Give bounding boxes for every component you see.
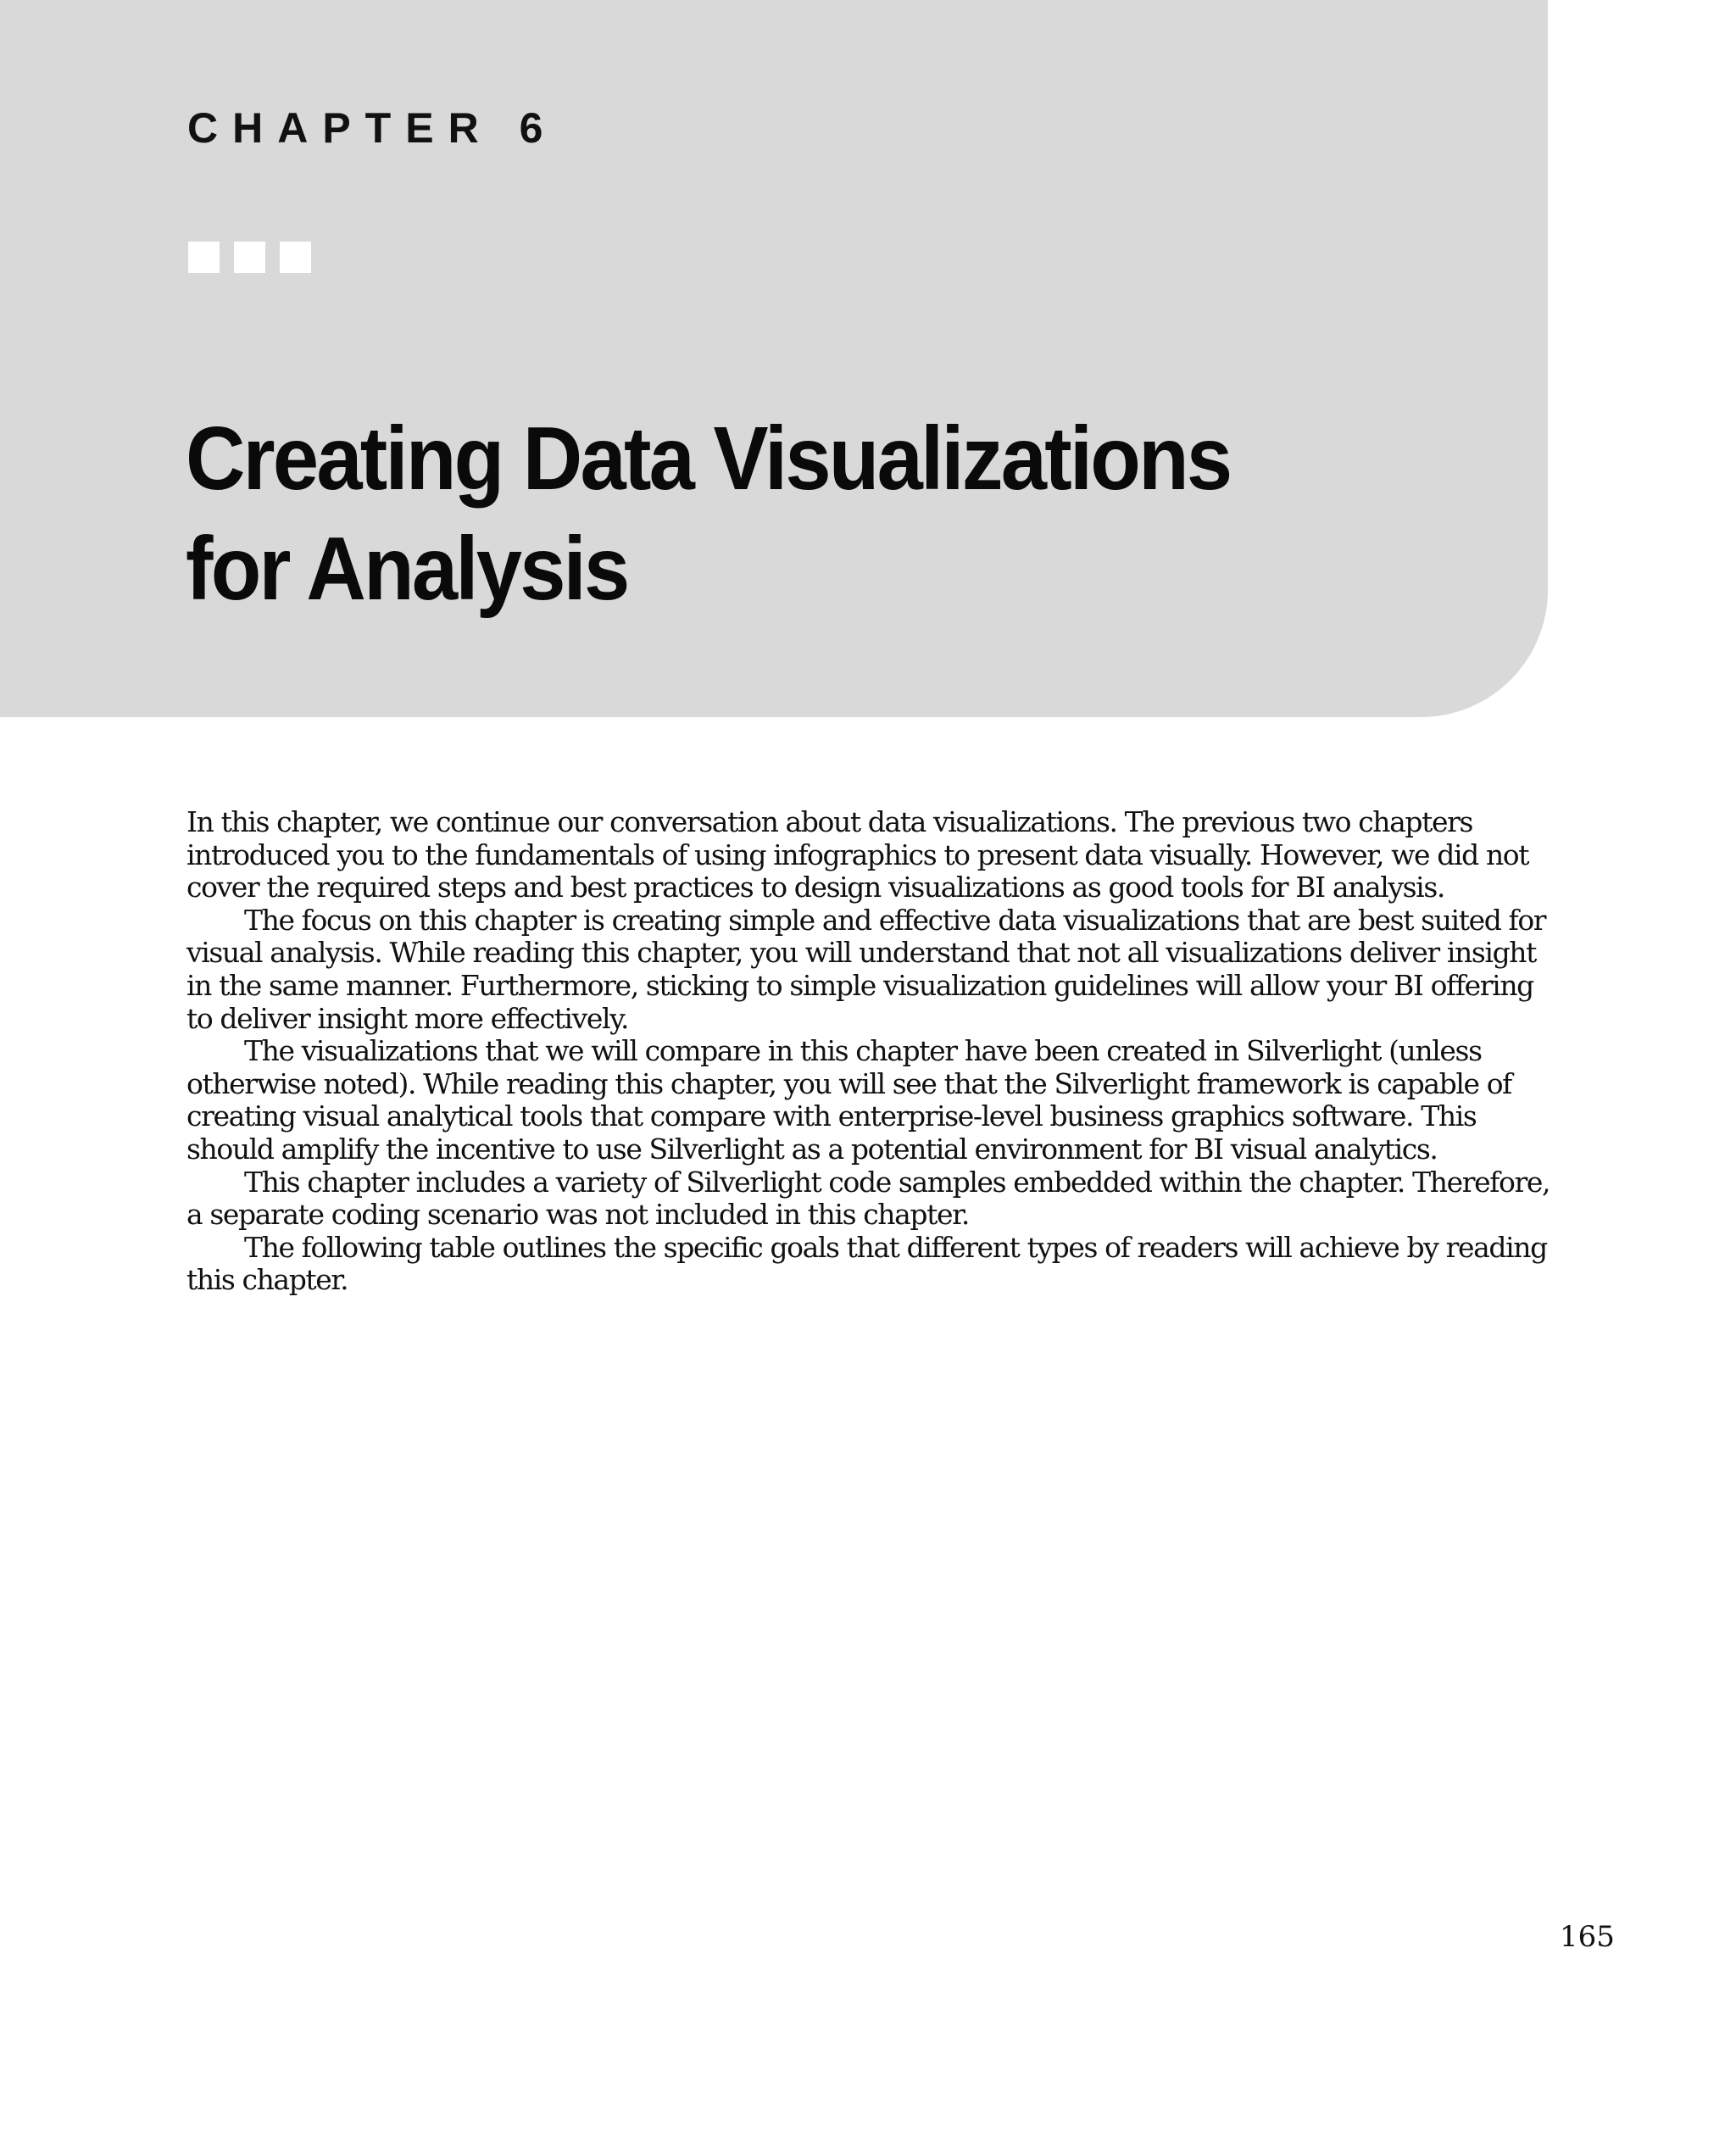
text-line: The following table outlines the specific goals that different types of readers will achieve by reading bbox=[244, 1230, 1547, 1264]
text-line: In this chapter, we continue our conversation about data visualizations. The previous two chapters bbox=[186, 805, 1473, 838]
text-line: to deliver insight more effectively. bbox=[186, 1001, 629, 1035]
chapter-title-line-2: for Analysis bbox=[186, 519, 628, 619]
text-line: The focus on this chapter is creating simple and effective data visualizations that are best suited for bbox=[244, 903, 1546, 937]
text-line: The visualizations that we will compare in this chapter have been created in Silverlight (unless bbox=[244, 1034, 1482, 1068]
chapter-ornament bbox=[188, 242, 311, 273]
text-line: creating visual analytical tools that compare with enterprise-level business graphics software. This bbox=[186, 1099, 1477, 1133]
paragraph-intro bbox=[186, 806, 1560, 904]
text-line: otherwise noted). While reading this chapter, you will see that the Silverlight framework is capable of bbox=[186, 1066, 1511, 1100]
paragraph-focus bbox=[186, 904, 1560, 1035]
ornament-square bbox=[234, 242, 265, 273]
ornament-square bbox=[188, 242, 220, 273]
chapter-title bbox=[186, 403, 1230, 624]
paragraph-silverlight bbox=[186, 1035, 1560, 1166]
text-line: visual analysis. While reading this chapter, you will understand that not all visualizations deliver insight bbox=[186, 936, 1537, 970]
chapter-title-line-1: Creating Data Visualizations bbox=[186, 409, 1231, 509]
paragraph-code-samples bbox=[186, 1166, 1560, 1232]
chapter-label: CHAPTER 6 bbox=[187, 104, 558, 152]
text-line: should amplify the incentive to use Silverlight as a potential environment for BI visual analytics. bbox=[186, 1132, 1438, 1166]
text-line: a separate coding scenario was not included in this chapter. bbox=[186, 1198, 969, 1232]
text-line: this chapter. bbox=[186, 1263, 348, 1297]
text-line: introduced you to the fundamentals of using infographics to present data visually. However, we did not bbox=[186, 838, 1529, 871]
text-line: cover the required steps and best practices to design visualizations as good tools for BI analysis. bbox=[186, 871, 1444, 904]
page-number: 165 bbox=[1560, 1920, 1615, 1954]
ornament-square bbox=[280, 242, 311, 273]
text-line: in the same manner. Furthermore, sticking to simple visualization guidelines will allow your BI offering bbox=[186, 968, 1533, 1002]
chapter-header-panel bbox=[0, 0, 1548, 717]
text-line: This chapter includes a variety of Silverlight code samples embedded within the chapter. Therefore, bbox=[244, 1165, 1550, 1199]
chapter-body bbox=[186, 806, 1560, 1297]
paragraph-goals bbox=[186, 1232, 1560, 1297]
